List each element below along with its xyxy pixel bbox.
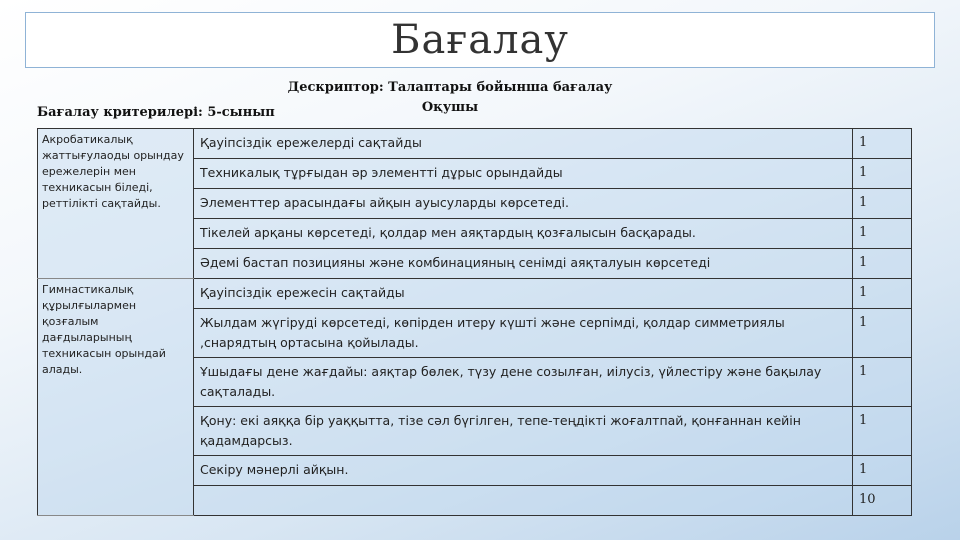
points-cell: 1 (853, 407, 912, 456)
points-cell: 1 (853, 279, 912, 309)
points-cell: 1 (853, 456, 912, 486)
points-cell: 1 (853, 159, 912, 189)
points-cell: 1 (853, 309, 912, 358)
descriptor-cell: Әдемі бастап позицияны және комбинацияның сенімді аяқталуын көрсетеді (194, 249, 853, 279)
descriptor-cell: Қауіпсіздік ережелерді сақтайды (194, 129, 853, 159)
table-row (38, 129, 912, 159)
title-box (25, 12, 935, 68)
total-points: 10 (853, 486, 912, 516)
page-title: Бағалау (391, 17, 569, 63)
points-cell: 1 (853, 249, 912, 279)
descriptor-cell: Секіру мәнерлі айқын. (194, 456, 853, 486)
criterion-cell: Акробатикалық жаттығулаоды орындау ережелерін мен техникасын біледі, реттілікті сақтайды. (38, 129, 194, 279)
descriptor-cell: Жылдам жүгіруді көрсетеді, көпірден итеру күшті және серпімді, қолдар симметриялы ,снарядтың ортасына қойылады. (194, 309, 853, 358)
points-cell: 1 (853, 358, 912, 407)
empty-cell (194, 486, 853, 516)
descriptor-cell: Қону: екі аяққа бір уаққытта, тізе сәл бүгілген, тепе-теңдікті жоғалтпай, қонғаннан кейін қадамдарсыз. (194, 407, 853, 456)
table-row (38, 279, 912, 309)
descriptor-cell: Техникалық тұрғыдан әр элементті дұрыс орындайды (194, 159, 853, 189)
criterion-cell: Гимнастикалық құрылғылармен қозғалым дағдыларының техникасын орындай алады. (38, 279, 194, 516)
descriptor-cell: Элементтер арасындағы айқын ауысуларды көрсетеді. (194, 189, 853, 219)
descriptor-cell: Ұшыдағы дене жағдайы: аяқтар бөлек, түзу дене созылған, иілусіз, үйлестіру және бақылау сақталады. (194, 358, 853, 407)
assessment-table (37, 128, 912, 516)
descriptor-cell: Тікелей арқаны көрсетеді, қолдар мен аяқтардың қозғалысын басқарады. (194, 219, 853, 249)
descriptor-subtitle: Оқушы (421, 100, 479, 115)
descriptor-cell: Қауіпсіздік ережесін сақтайды (194, 279, 853, 309)
points-cell: 1 (853, 219, 912, 249)
points-cell: 1 (853, 129, 912, 159)
descriptor (270, 78, 630, 118)
points-cell: 1 (853, 189, 912, 219)
criteria-label: Бағалау критерилері: 5-сынып (37, 105, 275, 120)
descriptor-title: Дескриптор: Талаптары бойынша бағалау (287, 80, 613, 95)
